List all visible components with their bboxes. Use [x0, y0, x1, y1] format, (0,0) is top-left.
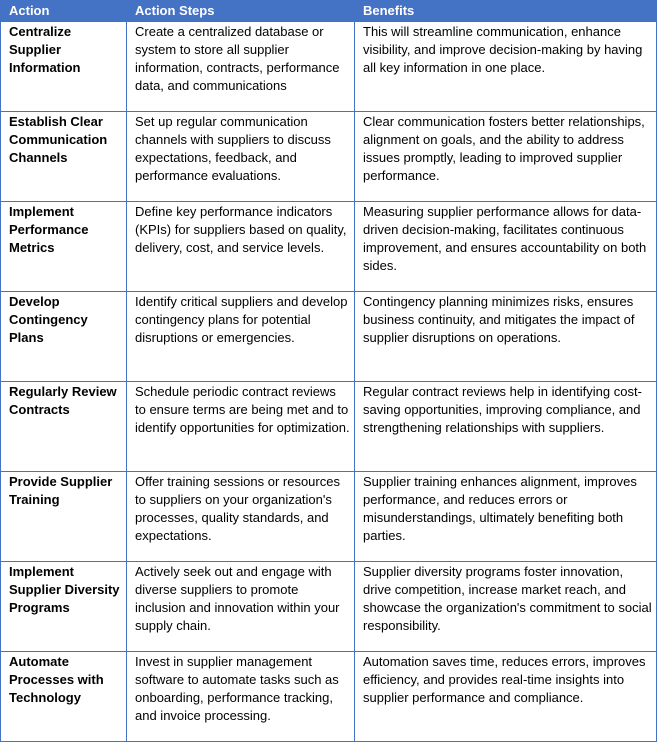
action-steps-cell: Create a centralized database or system to store all supplier information, contracts, performance data, and communications	[127, 22, 355, 112]
benefits-cell: Supplier training enhances alignment, improves performance, and reduces errors or misunderstandings, ultimately benefiting both parties.	[355, 472, 657, 562]
table-row	[1, 382, 657, 472]
action-cell: Implement Supplier Diversity Programs	[1, 562, 127, 652]
benefits-cell: This will streamline communication, enhance visibility, and improve decision-making by having all key information in one place.	[355, 22, 657, 112]
action-cell: Provide Supplier Training	[1, 472, 127, 562]
action-cell: Develop Contingency Plans	[1, 292, 127, 382]
benefits-cell: Measuring supplier performance allows for data-driven decision-making, facilitates continuous improvement, and ensures accountability on both sides.	[355, 202, 657, 292]
table-row	[1, 562, 657, 652]
action-steps-cell: Offer training sessions or resources to suppliers on your organization's processes, quality standards, and expectations.	[127, 472, 355, 562]
table-row	[1, 472, 657, 562]
action-steps-cell: Invest in supplier management software to automate tasks such as onboarding, performance tracking, and invoice processing.	[127, 652, 355, 742]
action-steps-cell: Set up regular communication channels with suppliers to discuss expectations, feedback, and performance evaluations.	[127, 112, 355, 202]
action-steps-cell: Identify critical suppliers and develop contingency plans for potential disruptions or emergencies.	[127, 292, 355, 382]
action-steps-cell: Actively seek out and engage with diverse suppliers to promote inclusion and innovation within your supply chain.	[127, 562, 355, 652]
header-action: Action	[1, 1, 127, 22]
benefits-cell: Regular contract reviews help in identifying cost-saving opportunities, improving compliance, and strengthening relationships with suppliers.	[355, 382, 657, 472]
header-benefits: Benefits	[355, 1, 657, 22]
table-row	[1, 112, 657, 202]
action-cell: Centralize Supplier Information	[1, 22, 127, 112]
action-cell: Automate Processes with Technology	[1, 652, 127, 742]
action-steps-cell: Schedule periodic contract reviews to ensure terms are being met and to identify opportunities for optimization.	[127, 382, 355, 472]
action-cell: Establish Clear Communication Channels	[1, 112, 127, 202]
action-steps-cell: Define key performance indicators (KPIs) for suppliers based on quality, delivery, cost, and service levels.	[127, 202, 355, 292]
header-row	[1, 1, 657, 22]
table-row	[1, 202, 657, 292]
action-cell: Implement Performance Metrics	[1, 202, 127, 292]
benefits-cell: Supplier diversity programs foster innovation, drive competition, increase market reach, and showcase the organization's commitment to social responsibility.	[355, 562, 657, 652]
table-row	[1, 22, 657, 112]
benefits-cell: Automation saves time, reduces errors, improves efficiency, and provides real-time insights into supplier performance and compliance.	[355, 652, 657, 742]
header-action-steps: Action Steps	[127, 1, 355, 22]
table-row	[1, 292, 657, 382]
benefits-cell: Contingency planning minimizes risks, ensures business continuity, and mitigates the impact of supplier disruptions on operations.	[355, 292, 657, 382]
table-row	[1, 652, 657, 742]
action-cell: Regularly Review Contracts	[1, 382, 127, 472]
benefits-cell: Clear communication fosters better relationships, alignment on goals, and the ability to address issues promptly, leading to improved supplier performance.	[355, 112, 657, 202]
